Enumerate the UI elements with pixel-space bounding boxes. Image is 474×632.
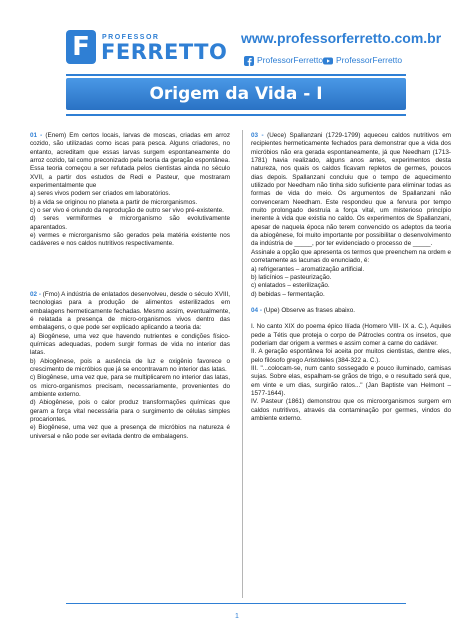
question-2-option-a: a) Biogênese, uma vez que havendo nutrientes e condições físico-químicas adequadas, podem surgir formas de vida no interior das latas.: [30, 332, 230, 357]
logo-icon: F: [66, 30, 96, 64]
question-1-option-a: a) seres vivos podem ser criados em laboratórios.: [30, 190, 171, 198]
question-4-intro: 04 - (Upe) Observe as frases abaixo.: [251, 306, 356, 314]
question-2-option-b: b) Abiogênese, pois a ausência de luz e oxigênio favorece o crescimento de micróbios que já se encontravam no interior das latas.: [30, 357, 230, 373]
question-1-number: 01 -: [30, 132, 43, 139]
facebook-link[interactable]: [244, 55, 323, 66]
question-4-item-3: III. "...colocam-se, num canto sossegado e pouco iluminado, camisas sujas. Sobre elas, espalham-se grãos de trigo, e o resultado será que, em vinte e um dias, surgirão ratos..." (Jan Baptiste van Helmont – 1577-1644).: [251, 364, 451, 397]
website-link[interactable]: www.professorferretto.com.br: [241, 30, 442, 46]
question-2-option-e: e) Biogênese, uma vez que a presença de micróbios na natureza é universal e não pode ser evitada dentro de embalagens.: [30, 424, 230, 440]
page-header: [0, 0, 474, 80]
youtube-label: ProfessorFerretto: [336, 55, 403, 65]
question-1-option-d: d) seres vermiformes e microrganismo são evolutivamente aparentados.: [30, 215, 230, 231]
question-2-statement: 02 - (Fmo) A indústria de enlatados desenvolveu, desde o século XVIII, tecnologias para a produção de alimentos esterilizados em embalagens hermeticamente fechadas. Mesmo assim, eventualmente, é relatada a presença de micro-organismos vivos dentro das embalagens, o que pode ser explicado aplicando a teoria da:: [30, 290, 230, 332]
right-column: [251, 132, 451, 423]
question-4-item-2: II. A geração espontânea foi aceita por muitos cientistas, dentre eles, pelo filósofo grego Aristóteles (384-322 a. C.).: [251, 348, 451, 364]
question-3-statement: 03 - (Uece) Spallanzani (1729-1799) aqueceu caldos nutritivos em recipientes hermeticamente fechados para demonstrar que a vida dos micróbios não era gerada espontaneamente, já que Needham (1713-1781) havia realizado, alguns anos antes, experimentos desta natureza, nos quais os caldos ficavam repletos de germes, poucos dias depois. Spallanzani concluiu que o tempo de aquecimento utilizado por Needham não tinha sido suficiente para eliminar todas as formas de vida do meio. Os argumentos de Spallanzani não convenceram Needham. Este respondeu que a fervura por tempo muito prolongado destruía a força vital, um misterioso princípio inerente à vida que existia no caldo. Os experimentos de Spallanzani, apesar de naquela época não terem convencido os adeptos da teoria da abiogênese, foi muito importante por possibilitar o desenvolvimento da indústria de _____, por ter evidenciado o processo de _____.: [251, 132, 452, 248]
question-3-option-a: a) refrigerantes – aromatização artificial.: [251, 265, 365, 273]
question-2-option-c: c) Biogênese, uma vez que, para se multiplicarem no interior das latas, os micro-organismos precisam, necessariamente, provenientes do ambiente externo.: [30, 374, 230, 398]
page-number: 1: [235, 613, 239, 620]
question-2-number: 02 -: [30, 290, 41, 298]
header-divider: [66, 74, 406, 76]
question-1-option-c: c) o ser vivo é oriundo da reprodução de outro ser vivo pré-existente.: [30, 207, 224, 215]
youtube-link[interactable]: [323, 55, 402, 66]
question-1-option-e: e) vermes e microrganismo são gerados pela matéria existente nos cadáveres e nos caldos nutritivos respectivamente.: [30, 232, 230, 248]
question-1-text: Essa teoria começou a ser refutada pelos cientistas ainda no século XVII, a partir dos estudos de Redi e Pasteur, que mostraram experimentalmente que: [30, 165, 230, 190]
question-1-statement: 01 - (Enem) Em certos locais, larvas de moscas, criadas em arroz cozido, são utilizadas como iscas para pesca. Alguns criadores, no entanto, acreditam que essas larvas surgem espontaneamente do arroz cozido, tal como preconizado pela teoria da geração espontânea.: [30, 132, 231, 165]
question-3-option-c: c) enlatados – esterilização.: [251, 282, 330, 290]
footer-divider: [66, 603, 406, 604]
facebook-icon: [244, 56, 254, 66]
logo-subtitle: PROFESSOR: [102, 34, 160, 41]
question-1-option-b: b) a vida se originou no planeta a partir de microrganismos.: [30, 198, 198, 206]
question-3-option-d: d) bebidas – fermentação.: [251, 290, 325, 298]
question-4-number: 04 -: [251, 306, 262, 314]
question-2-option-d: d) Abiogênese, pois o calor produz transformações químicas que geram a força vital necessária para o surgimento de células simples procariontes.: [30, 399, 230, 423]
youtube-icon: [323, 56, 333, 66]
column-divider: [242, 130, 243, 598]
question-4-item-1: I. No canto XIX do poema épico Ilíada (Homero VIII- IX a. C.), Aquiles pede a Tétis que proteja o corpo de Pátrocles contra os insetos, que poderiam dar origem a vermes e assim comer a carne do cadáver.: [251, 323, 451, 347]
facebook-label: ProfessorFerretto: [257, 55, 324, 65]
page-title: Origem da Vida - I: [66, 78, 406, 110]
left-column: [30, 132, 230, 441]
question-3-option-b: b) laticínios – pasteurização.: [251, 273, 332, 281]
question-3-number: 03 -: [251, 132, 264, 139]
question-4-item-4: IV. Pasteur (1861) demonstrou que os microorganismos surgem em caldos nutritivos, através da contaminação por germes, vindos do ambiente externo.: [251, 398, 451, 422]
logo-title: FERRETTO: [101, 40, 228, 64]
title-divider: [66, 114, 406, 116]
question-3-instruction: Assinale a opção que apresenta os termos que preenchem na ordem e corretamente as lacunas do enunciado, é:: [251, 248, 451, 265]
